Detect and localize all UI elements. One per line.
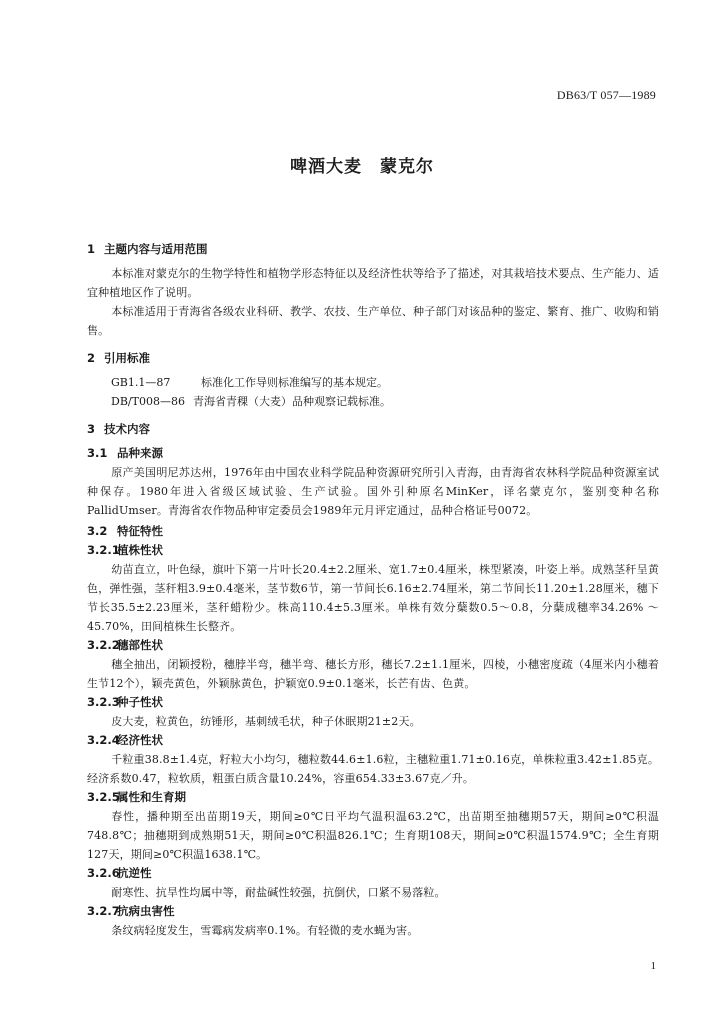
paragraph: 幼苗直立，叶色绿，旗叶下第一片叶长20.4±2.2厘米、宽1.7±0.4厘米，株型紧凑，叶姿上举。成熟茎秆呈黄色，弹性强，茎秆粗3.9±0.4毫米，茎节数6节，第一节间长6.16±2.74厘米，第二节间长11.20±1.28厘米，穗下节长35.5±2.23厘米，茎秆蜡粉少。株高110.4±5.3厘米。单株有效分蘖数0.5～0.8，分蘖成穗率34.26% ～45.70%，田间植株生长整齐。 bbox=[87, 563, 659, 633]
paragraph: 春性，播种期至出苗期19天，期间≥0℃日平均气温积温63.2℃，出苗期至抽穗期57天，期间≥0℃积温748.8℃；抽穗期到成熟期51天，期间≥0℃积温826.1℃；生育期108天，期间≥0℃积温1574.9℃；全生育期127天，期间≥0℃积温1638.1℃。 bbox=[87, 810, 659, 861]
item-number: 3.2.6 bbox=[87, 866, 120, 880]
subsection-3-1-heading bbox=[87, 444, 659, 463]
item-title: 植株性状 bbox=[117, 543, 163, 557]
reference-code: GB1.1—87 bbox=[111, 376, 171, 389]
paragraph: 千粒重38.8±1.4克，籽粒大小均匀，穗粒数44.6±1.6粒，主穗粒重1.71±0.16克，单株粒重3.42±1.85克。经济系数0.47，粒软质，粗蛋白质含量10.24%，容重654.33±3.67克／升。 bbox=[87, 753, 659, 785]
item-3-2-5-heading bbox=[87, 788, 659, 807]
paragraph: 穗全抽出，闭颖授粉，穗脖半弯，穗半弯、穗长方形，穗长7.2±1.1厘米，四棱，小穗密度疏（4厘米内小穗着生节12个），颖壳黄色，外颖脉黄色，护颖宽0.9±0.1毫米，长芒有齿、色黄。 bbox=[87, 658, 659, 690]
subsection-number: 3.2 bbox=[87, 524, 108, 538]
section-number: 3 bbox=[87, 422, 96, 436]
document-title: 啤酒大麦 蒙克尔 bbox=[290, 157, 434, 177]
item-number: 3.2.1 bbox=[87, 543, 120, 557]
subsection-number: 3.1 bbox=[87, 446, 108, 460]
item-number: 3.2.5 bbox=[87, 790, 120, 804]
item-3-2-4-heading bbox=[87, 731, 659, 750]
item-3-2-1-heading bbox=[87, 541, 659, 560]
section-2-heading bbox=[87, 349, 659, 368]
paragraph: 条纹病轻度发生，雪霉病发病率0.1%。有轻微的麦水蝇为害。 bbox=[111, 924, 419, 937]
item-number: 3.2.7 bbox=[87, 904, 120, 918]
item-title: 种子性状 bbox=[117, 695, 163, 709]
paragraph: 皮大麦，粒黄色，纺锤形，基刺绒毛状，种子休眠期21±2天。 bbox=[111, 715, 421, 728]
paragraph: 本标准对蒙克尔的生物学特性和植物学形态特征以及经济性状等给予了描述，对其栽培技术要点、生产能力、适宜种植地区作了说明。 bbox=[87, 267, 659, 299]
standard-code: DB63/T 057—1989 bbox=[556, 88, 656, 102]
item-title: 穗部性状 bbox=[117, 638, 163, 652]
subsection-3-2-heading bbox=[87, 522, 659, 541]
item-title: 抗病虫害性 bbox=[117, 904, 175, 918]
item-title: 经济性状 bbox=[117, 733, 163, 747]
paragraph: 本标准适用于青海省各级农业科研、教学、农技、生产单位、种子部门对该品种的鉴定、繁育、推广、收购和销售。 bbox=[87, 305, 659, 337]
section-title: 引用标准 bbox=[104, 351, 150, 365]
item-number: 3.2.3 bbox=[87, 695, 120, 709]
section-title: 技术内容 bbox=[104, 422, 150, 436]
item-3-2-3-heading bbox=[87, 693, 659, 712]
item-number: 3.2.2 bbox=[87, 638, 120, 652]
item-number: 3.2.4 bbox=[87, 733, 120, 747]
section-1-heading bbox=[87, 240, 659, 259]
section-title: 主题内容与适用范围 bbox=[104, 242, 208, 256]
section-number: 1 bbox=[87, 242, 96, 256]
item-3-2-2-heading bbox=[87, 636, 659, 655]
subsection-title: 特征特性 bbox=[117, 524, 163, 538]
paragraph: 原产美国明尼苏达州，1976年由中国农业科学院品种资源研究所引入青海，由青海省农林科学院品种资源室试种保存。1980年进入省级区域试验、生产试验。国外引种原名MinKer，译名蒙克尔，鉴别变种名称PallidUmser。青海省农作物品种审定委员会1989年元月评定通过，品种合格证号0072。 bbox=[87, 466, 659, 517]
section-3-heading bbox=[87, 420, 659, 439]
page-number: 1 bbox=[650, 960, 656, 972]
reference-item bbox=[87, 392, 659, 411]
reference-code: DB/T008—86 bbox=[111, 395, 185, 408]
item-title: 抗逆性 bbox=[117, 866, 152, 880]
section-number: 2 bbox=[87, 351, 96, 365]
reference-text: 标准化工作导则标准编写的基本规定。 bbox=[201, 376, 388, 389]
item-title: 属性和生育期 bbox=[117, 790, 186, 804]
document-body bbox=[87, 240, 659, 940]
item-3-2-7-heading bbox=[87, 902, 659, 921]
reference-text: 青海省青稞（大麦）品种观察记载标准。 bbox=[193, 395, 391, 408]
item-3-2-6-heading bbox=[87, 864, 659, 883]
reference-item bbox=[87, 373, 659, 392]
subsection-title: 品种来源 bbox=[117, 446, 163, 460]
paragraph: 耐寒性、抗旱性均属中等，耐盐碱性较强，抗倒伏，口紧不易落粒。 bbox=[111, 886, 446, 899]
